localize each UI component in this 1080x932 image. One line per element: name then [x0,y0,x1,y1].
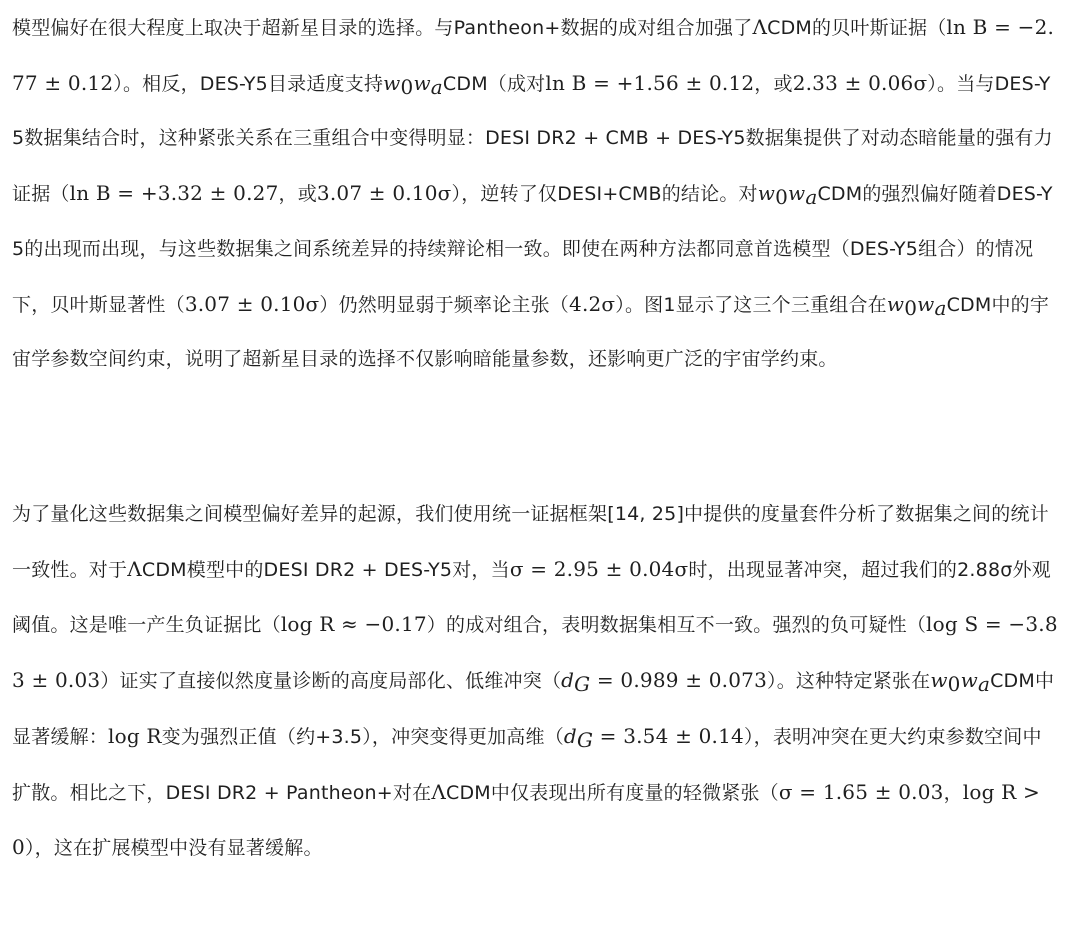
text: ）。相反，DES-Y5目录适度支持 [113,72,384,95]
text: 时，出现显著冲突，超过我们的2.88σ外观阈值。这是唯一产生负证据比（ [12,558,1051,637]
text: ，或 [754,72,793,95]
math-sub-a: a [977,672,991,697]
math-w0: w [757,181,776,206]
paragraph-2 [12,487,1060,876]
text: 模型偏好在很大程度上取决于超新星目录的选择。与Pantheon+数据的成对组合加强了 [12,17,753,39]
text: 变为强烈正值（约+3.5），冲突变得更加高维（ [161,725,564,748]
math-wa: w [413,70,431,95]
paragraph-1 [12,0,1060,387]
math-logs: log S = −3.83 ± 0.03 [12,612,1058,693]
math-dg-value: = 0.989 ± 0.073 [590,668,768,693]
text: CDM模型中的DESI DR2 + DES-Y5对，当 [141,558,510,581]
math-sigma: 4.2σ [569,291,616,316]
math-sub-a: a [430,74,443,99]
text: ）。当与DES-Y5数据集结合时，这种紧张关系在三重组合中变得明显：DESI DR2 + CMB + DES-Y5数据集提供了对动态暗能量的强有力证据（ [12,72,1053,206]
text: CDM的贝叶斯证据（ [767,17,947,39]
math-sigma: 2.33 ± 0.06σ [792,70,928,95]
math-wa: w [788,181,806,206]
math-lambda: Λ [752,15,768,39]
text: ）仍然明显弱于频率论主张（ [319,293,570,316]
math-sigma: 3.07 ± 0.10σ [316,181,452,206]
text: ）。这种特定紧张在 [767,670,931,693]
text: ）的成对组合，表明数据集相互不一致。强烈的负可疑性（ [426,614,927,637]
math-sigma: σ = 2.95 ± 0.04σ [509,556,689,581]
math-dg: d [563,723,577,748]
text: ）。图1显示了这三个三重组合在 [615,293,887,316]
text: CDM中显著缓解： [12,670,1055,748]
math-sub-a: a [805,185,818,210]
math-wa: w [960,668,978,693]
math-lnb: ln B = +1.56 ± 0.12 [545,70,755,95]
text: ），逆转了仅DESI+CMB的结论。对 [451,183,758,206]
text: CDM中的宇宙学参数空间约束，说明了超新星目录的选择不仅影响暗能量参数，还影响更广泛的宇宙学约束。 [12,293,1050,371]
math-sigma: 3.07 ± 0.10σ [184,291,320,316]
math-sub-0: 0 [775,185,788,210]
math-logr: log R ≈ −0.17 [280,612,427,637]
text: ），这在扩展模型中没有显著缓解。 [24,837,323,860]
text: ， [943,781,963,804]
math-w0: w [930,668,948,693]
math-sub-0: 0 [947,672,961,697]
text: CDM中仅表现出所有度量的轻微紧张（ [445,781,779,804]
math-sigma: σ = 1.65 ± 0.03 [778,779,944,804]
math-dg: d [561,668,575,693]
text: ，或 [278,183,317,206]
math-logr: log R [108,723,162,748]
math-sub-g: G [574,672,591,697]
math-dg-value: = 3.54 ± 0.14 [593,723,744,748]
text: CDM的强烈偏好随着DES-Y5的出现而出现，与这些数据集之间系统差异的持续辩论相一致。即使在两种方法都同意首选模型（DES-Y5组合）的情况下，贝叶斯显著性（ [12,183,1053,316]
math-w0: w [383,70,401,95]
math-sub-0: 0 [400,74,414,99]
math-lambda: Λ [431,779,446,804]
text: CDM（成对 [442,72,546,95]
math-w0: w [886,291,905,316]
math-logr: log R > 0 [12,779,1040,860]
math-sub-a: a [934,295,947,320]
math-lambda: Λ [127,556,142,581]
text: ）证实了直接似然度量诊断的高度局部化、低维冲突（ [100,670,562,693]
text: ），表明冲突在更大约束参数空间中扩散。相比之下，DESI DR2 + Pantheon+对在 [12,725,1042,804]
math-lnb: ln B = −2.77 ± 0.12 [12,15,1055,95]
math-sub-g: G [576,727,594,752]
math-wa: w [917,291,935,316]
math-sub-0: 0 [904,295,918,320]
math-lnb: ln B = +3.32 ± 0.27 [69,181,279,206]
text: 为了量化这些数据集之间模型偏好差异的起源，我们使用统一证据框架[14, 25]中提供的度量套件分析了数据集之间的统计一致性。对于 [12,503,1049,581]
